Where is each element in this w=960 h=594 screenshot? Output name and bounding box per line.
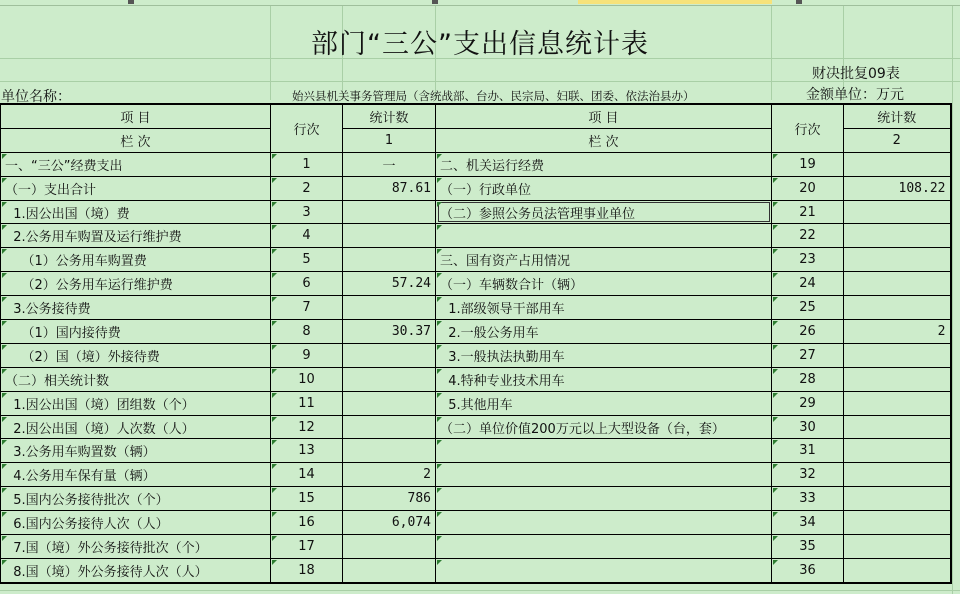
row-label-right[interactable]: 1.部级领导干部用车 xyxy=(436,296,772,320)
row-label-right[interactable] xyxy=(436,463,772,487)
row-label-right[interactable] xyxy=(436,535,772,559)
row-label-left[interactable]: （一）支出合计 xyxy=(1,176,271,200)
row-number-right[interactable]: 25 xyxy=(772,296,844,320)
row-number-left[interactable]: 13 xyxy=(271,439,343,463)
row-label-right[interactable]: 二、机关运行经费 xyxy=(436,152,772,176)
header-column-right[interactable]: 栏 次 xyxy=(436,128,772,152)
table-row xyxy=(1,463,951,487)
row-number-right[interactable]: 35 xyxy=(772,535,844,559)
row-label-left[interactable]: 一、“三公”经费支出 xyxy=(1,152,271,176)
table-row xyxy=(1,415,951,439)
row-label-left[interactable]: （1）国内接待费 xyxy=(1,320,271,344)
row-label-right[interactable]: 三、国有资产占用情况 xyxy=(436,248,772,272)
column-marker xyxy=(796,0,802,4)
table-row xyxy=(1,200,951,224)
row-label-left[interactable]: 2.公务用车购置及运行维护费 xyxy=(1,224,271,248)
row-number-left[interactable]: 5 xyxy=(271,248,343,272)
row-number-right[interactable]: 26 xyxy=(772,320,844,344)
row-number-right[interactable]: 34 xyxy=(772,511,844,535)
row-label-right[interactable] xyxy=(436,439,772,463)
stat-value-left[interactable] xyxy=(343,200,436,224)
row-label-right[interactable] xyxy=(436,487,772,511)
stat-value-right[interactable] xyxy=(844,343,951,367)
row-number-right[interactable]: 22 xyxy=(772,224,844,248)
row-number-right[interactable]: 24 xyxy=(772,272,844,296)
table-row xyxy=(1,511,951,535)
row-number-left[interactable]: 8 xyxy=(271,320,343,344)
row-label-left[interactable]: 6.国内公务接待人次（人） xyxy=(1,511,271,535)
header-stat-right[interactable]: 统计数 xyxy=(844,104,951,128)
row-number-left[interactable]: 6 xyxy=(271,272,343,296)
row-label-left[interactable]: 1.因公出国（境）团组数（个） xyxy=(1,391,271,415)
row-label-left[interactable]: 5.国内公务接待批次（个） xyxy=(1,487,271,511)
row-label-left[interactable]: 1.因公出国（境）费 xyxy=(1,200,271,224)
stat-value-left[interactable] xyxy=(343,558,436,582)
stat-value-left[interactable] xyxy=(343,224,436,248)
table-row xyxy=(1,535,951,559)
stat-value-right[interactable]: 2 xyxy=(844,320,951,344)
row-number-left[interactable]: 15 xyxy=(271,487,343,511)
stat-value-right[interactable] xyxy=(844,511,951,535)
row-number-right[interactable]: 31 xyxy=(772,439,844,463)
row-label-right[interactable]: （二）单位价值200万元以上大型设备（台，套） xyxy=(436,415,772,439)
column-marker xyxy=(128,0,134,4)
row-number-right[interactable]: 29 xyxy=(772,391,844,415)
stat-value-right[interactable] xyxy=(844,200,951,224)
row-label-right[interactable] xyxy=(436,511,772,535)
row-label-left[interactable]: 2.因公出国（境）人次数（人） xyxy=(1,415,271,439)
row-number-left[interactable]: 1 xyxy=(271,152,343,176)
stat-value-right[interactable] xyxy=(844,463,951,487)
row-label-right[interactable]: 5.其他用车 xyxy=(436,391,772,415)
row-number-left[interactable]: 4 xyxy=(271,224,343,248)
stat-value-left[interactable] xyxy=(343,296,436,320)
stat-value-left[interactable]: 87.61 xyxy=(343,176,436,200)
row-label-right[interactable] xyxy=(436,224,772,248)
stat-value-right[interactable] xyxy=(844,248,951,272)
stat-value-right[interactable] xyxy=(844,439,951,463)
row-number-right[interactable]: 36 xyxy=(772,558,844,582)
table-row xyxy=(1,296,951,320)
row-number-left[interactable]: 9 xyxy=(271,343,343,367)
stat-value-left[interactable] xyxy=(343,367,436,391)
row-label-left[interactable]: （2）国（境）外接待费 xyxy=(1,343,271,367)
stat-value-left[interactable] xyxy=(343,343,436,367)
row-number-right[interactable]: 23 xyxy=(772,248,844,272)
row-label-right[interactable]: （一）车辆数合计（辆） xyxy=(436,272,772,296)
stat-value-left[interactable] xyxy=(343,535,436,559)
stat-value-right[interactable]: 108.22 xyxy=(844,176,951,200)
column-header-strip[interactable] xyxy=(0,0,960,6)
row-number-left[interactable]: 3 xyxy=(271,200,343,224)
row-label-right[interactable]: 3.一般执法执勤用车 xyxy=(436,343,772,367)
stat-value-right[interactable] xyxy=(844,391,951,415)
header-row-1 xyxy=(1,104,951,128)
row-label-left[interactable]: 3.公务用车购置数（辆） xyxy=(1,439,271,463)
header-stat-left[interactable]: 统计数 xyxy=(343,104,436,128)
organization-name: 始兴县机关事务管理局（含统战部、台办、民宗局、妇联、团委、依法治县办） xyxy=(292,89,695,103)
unit-name-label: 单位名称： xyxy=(1,89,71,105)
row-label-left[interactable]: （二）相关统计数 xyxy=(1,367,271,391)
column-marker xyxy=(432,0,438,4)
stats-table xyxy=(0,103,952,584)
stat-value-left[interactable] xyxy=(343,439,436,463)
sheet-title: 部门“三公”支出信息统计表 xyxy=(311,29,649,60)
header-item-right[interactable]: 项 目 xyxy=(436,104,772,128)
stat-value-left[interactable] xyxy=(343,391,436,415)
table-row xyxy=(1,152,951,176)
row-number-left[interactable]: 17 xyxy=(271,535,343,559)
table-row xyxy=(1,176,951,200)
row-label-right[interactable]: 4.特种专业技术用车 xyxy=(436,367,772,391)
row-label-left[interactable]: （1）公务用车购置费 xyxy=(1,248,271,272)
header-row-no-right[interactable]: 行次 xyxy=(772,104,844,152)
money-unit: 金额单位：万元 xyxy=(806,87,904,103)
stat-value-left[interactable]: 2 xyxy=(343,463,436,487)
stat-value-right[interactable] xyxy=(844,415,951,439)
row-number-left[interactable]: 16 xyxy=(271,511,343,535)
table-row xyxy=(1,248,951,272)
row-label-left[interactable]: 8.国（境）外公务接待人次（人） xyxy=(1,558,271,582)
row-label-right[interactable]: （一）行政单位 xyxy=(436,176,772,200)
row-label-left[interactable]: 4.公务用车保有量（辆） xyxy=(1,463,271,487)
stat-value-right[interactable] xyxy=(844,296,951,320)
stat-value-right[interactable] xyxy=(844,272,951,296)
row-label-right[interactable]: （二）参照公务员法管理事业单位 xyxy=(436,200,772,224)
form-number: 财决批复09表 xyxy=(812,66,900,82)
row-number-right[interactable]: 28 xyxy=(772,367,844,391)
row-number-right[interactable]: 27 xyxy=(772,343,844,367)
row-number-right[interactable]: 19 xyxy=(772,152,844,176)
header-stat-col-left[interactable]: 1 xyxy=(343,128,436,152)
row-label-right[interactable] xyxy=(436,558,772,582)
row-number-left[interactable]: 12 xyxy=(271,415,343,439)
row-number-left[interactable]: 11 xyxy=(271,391,343,415)
table-row xyxy=(1,343,951,367)
row-number-left[interactable]: 2 xyxy=(271,176,343,200)
row-number-right[interactable]: 30 xyxy=(772,415,844,439)
header-row-no-left[interactable]: 行次 xyxy=(271,104,343,152)
stat-value-left[interactable]: 30.37 xyxy=(343,320,436,344)
table-row xyxy=(1,367,951,391)
table-row xyxy=(1,439,951,463)
selected-column-indicator xyxy=(578,0,772,4)
table-row xyxy=(1,487,951,511)
stat-value-left[interactable]: 一 xyxy=(343,152,436,176)
stat-value-right[interactable] xyxy=(844,224,951,248)
stat-value-left[interactable]: 57.24 xyxy=(343,272,436,296)
table-row xyxy=(1,224,951,248)
stat-value-right[interactable] xyxy=(844,487,951,511)
header-column-left[interactable]: 栏 次 xyxy=(1,128,271,152)
stat-value-left[interactable] xyxy=(343,415,436,439)
row-number-right[interactable]: 20 xyxy=(772,176,844,200)
row-number-right[interactable]: 21 xyxy=(772,200,844,224)
stat-value-right[interactable] xyxy=(844,152,951,176)
row-number-right[interactable]: 32 xyxy=(772,463,844,487)
row-label-left[interactable]: 7.国（境）外公务接待批次（个） xyxy=(1,535,271,559)
row-label-left[interactable]: （2）公务用车运行维护费 xyxy=(1,272,271,296)
row-number-left[interactable]: 7 xyxy=(271,296,343,320)
stat-value-right[interactable] xyxy=(844,367,951,391)
stat-value-left[interactable]: 786 xyxy=(343,487,436,511)
stat-value-right[interactable] xyxy=(844,558,951,582)
table-row xyxy=(1,558,951,582)
stat-value-left[interactable]: 6,074 xyxy=(343,511,436,535)
row-label-left[interactable]: 3.公务接待费 xyxy=(1,296,271,320)
row-number-left[interactable]: 18 xyxy=(271,558,343,582)
row-label-right[interactable]: 2.一般公务用车 xyxy=(436,320,772,344)
table-row xyxy=(1,320,951,344)
row-number-right[interactable]: 33 xyxy=(772,487,844,511)
header-item-left[interactable]: 项 目 xyxy=(1,104,271,128)
stat-value-right[interactable] xyxy=(844,535,951,559)
row-number-left[interactable]: 10 xyxy=(271,367,343,391)
row-number-left[interactable]: 14 xyxy=(271,463,343,487)
table-row xyxy=(1,391,951,415)
header-stat-col-right[interactable]: 2 xyxy=(844,128,951,152)
stat-value-left[interactable] xyxy=(343,248,436,272)
table-row xyxy=(1,272,951,296)
